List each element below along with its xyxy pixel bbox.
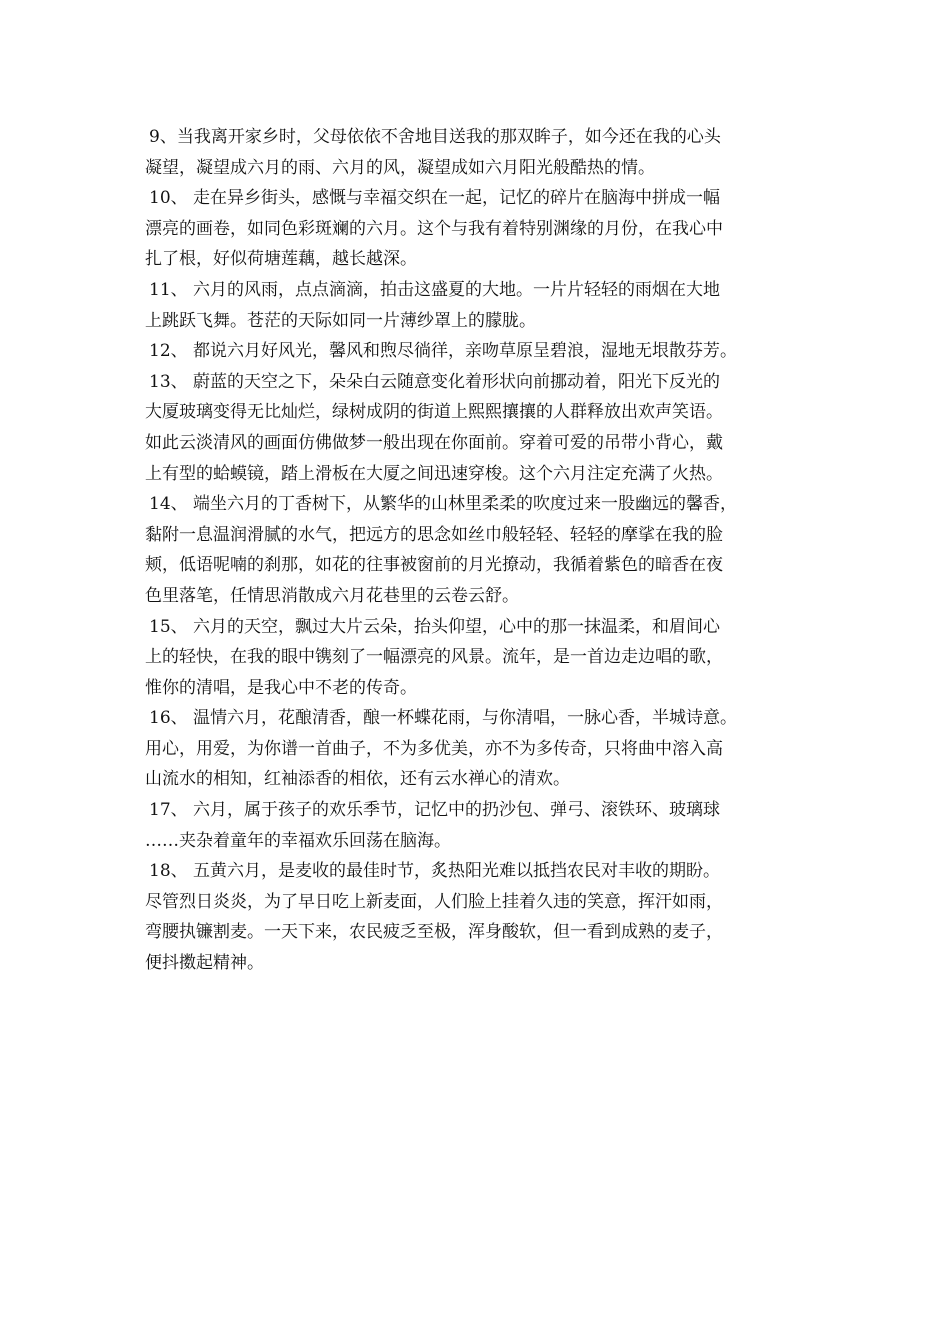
text-line: 山流水的相知，红袖添香的相依，还有云水禅心的清欢。 (145, 769, 570, 790)
text-line: 16、 温情六月，花酿清香，酿一杯蝶花雨，与你清唱，一脉心香，半城诗意。 (149, 708, 738, 729)
text-line: 上跳跃飞舞。苍茫的天际如同一片薄纱罩上的朦胧。 (145, 310, 536, 331)
text-line: 17、 六月，属于孩子的欢乐季节，记忆中的扔沙包、弹弓、滚铁环、玻璃球 (149, 800, 721, 821)
text-line: 上有型的蛤蟆镜，踏上滑板在大厦之间迅速穿梭。这个六月注定充满了火热。 (145, 463, 723, 484)
text-line: 用心，用爱，为你谱一首曲子，不为多优美，亦不为多传奇，只将曲中溶入高 (145, 738, 723, 759)
text-line: 黏附一息温润滑腻的水气，把远方的思念如丝巾般轻轻、轻轻的摩挲在我的脸 (145, 524, 723, 545)
text-line: 扎了根，好似荷塘莲藕，越长越深。 (145, 249, 417, 270)
text-line: 18、 五黄六月，是麦收的最佳时节，炙热阳光难以抵挡农民对丰收的期盼。 (149, 861, 721, 882)
text-line: 尽管烈日炎炎，为了早日吃上新麦面，人们脸上挂着久违的笑意，挥汗如雨， (145, 891, 723, 912)
text-line: 12、 都说六月好风光，馨风和煦尽徜徉，亲吻草原呈碧浪，湿地无垠散芬芳。 (149, 341, 738, 362)
text-line: ……夹杂着童年的幸福欢乐回荡在脑海。 (145, 830, 451, 851)
text-line: 色里落笔，任情思消散成六月花巷里的云卷云舒。 (145, 585, 519, 606)
text-line: 11、 六月的风雨，点点滴滴，拍击这盛夏的大地。一片片轻轻的雨烟在大地 (149, 279, 721, 300)
text-line: 如此云淡清风的画面仿佛做梦一般出现在你面前。穿着可爱的吊带小背心，戴 (145, 432, 723, 453)
text-line: 14、 端坐六月的丁香树下，从繁华的山林里柔柔的吹度过来一股幽远的馨香， (149, 494, 738, 515)
text-line: 10、 走在异乡街头，感慨与幸福交织在一起，记忆的碎片在脑海中拼成一幅 (149, 188, 721, 209)
text-line: 9、当我离开家乡时，父母依依不舍地目送我的那双眸子，如今还在我的心头 (149, 127, 721, 147)
text-line: 弯腰执镰割麦。一天下来，农民疲乏至极，浑身酸软，但一看到成熟的麦子， (145, 922, 723, 943)
text-line: 上的轻快，在我的眼中镌刻了一幅漂亮的风景。流年，是一首边走边唱的歌， (145, 647, 723, 668)
document-body (145, 122, 810, 979)
text-line: 便抖擞起精神。 (145, 953, 264, 974)
text-line: 漂亮的画卷，如同色彩斑斓的六月。这个与我有着特别渊缘的月份，在我心中 (145, 218, 723, 239)
text-line: 惟你的清唱，是我心中不老的传奇。 (145, 677, 417, 698)
text-line: 13、 蔚蓝的天空之下，朵朵白云随意变化着形状向前挪动着，阳光下反光的 (149, 371, 721, 392)
text-line: 凝望，凝望成六月的雨、六月的风，凝望成如六月阳光般酷热的情。 (145, 157, 655, 178)
text-line: 大厦玻璃变得无比灿烂，绿树成阴的街道上熙熙攘攘的人群释放出欢声笑语。 (145, 402, 723, 423)
text-line: 15、 六月的天空，飘过大片云朵，抬头仰望，心中的那一抹温柔，和眉间心 (149, 616, 721, 637)
text-line: 颊，低语呢喃的刹那，如花的往事被窗前的月光撩动，我循着紫色的暗香在夜 (145, 555, 723, 576)
